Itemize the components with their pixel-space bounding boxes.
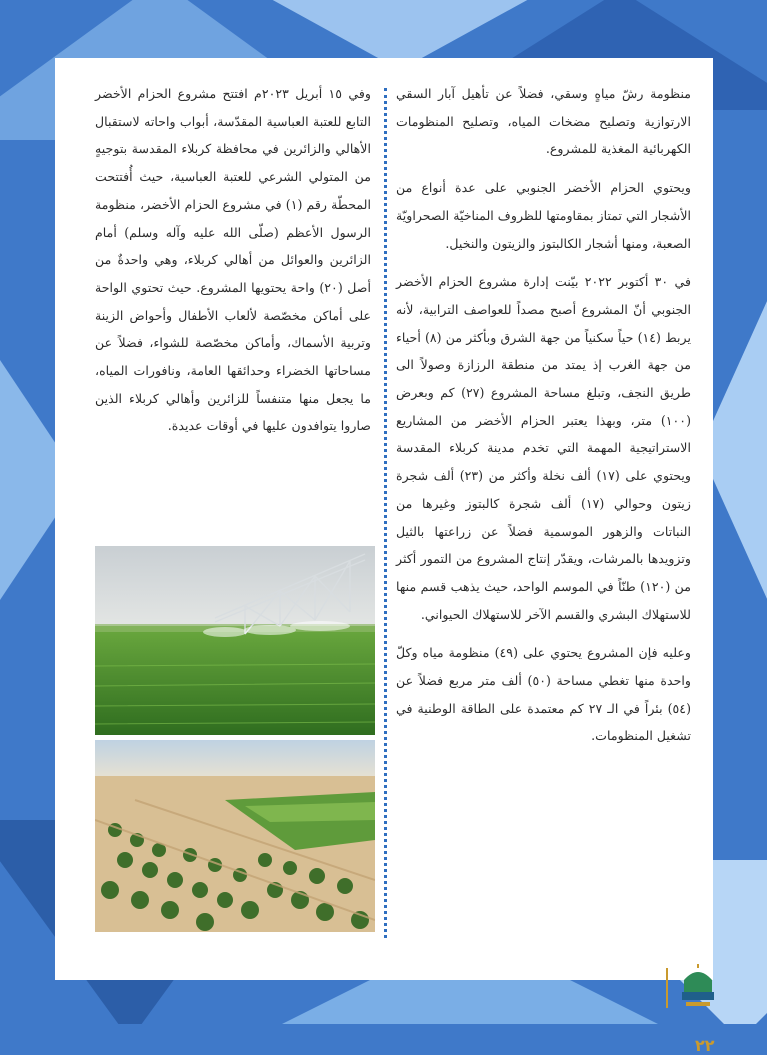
article-right-column <box>396 80 691 761</box>
paragraph: في ٣٠ أكتوبر ٢٠٢٢ بيّنت إدارة مشروع الحزام الأخضر الجنوبي أنّ المشروع أصبح مصداً للعواصف الترابية، لأنه يربط (١٤) حياً سكنياً من جهة الشرق وبأكثر من (٨) أحياء من جهة الغرب إذ يمتد من منطقة الرزازة وصولاً الى طريق النجف، وتبلغ مساحة المشروع (٢٧) كم وبعرض (١٠٠) متر، وبهذا يعتبر الحزام الأخضر من المشاريع الاستراتيجية المهمة التي تخدم مدينة كربلاء المقدسة ويحتوي على (١٧) ألف نخلة وأكثر من (٢٣) ألف شجرة زيتون وحوالي (١٧) ألف شجرة كالبتوز وغيرها من النباتات والزهور الموسمية فضلاً عن زراعتها بالثيل وتزويدها بالمرشات، ويقدّر إنتاج المشروع من التمور أكثر من (١٢٠) طنّاً في الموسم الواحد، حيث يذهب قسم منها للاستهلاك البشري والقسم الآخر للاستهلاك الحيواني. <box>396 274 692 622</box>
irrigation-photo <box>95 546 375 735</box>
irrigation-pivot-image <box>95 546 375 735</box>
footer-divider <box>666 968 668 1008</box>
paragraph: ويحتوي الحزام الأخضر الجنوبي على عدة أنواع من الأشجار التي تمتاز بمقاومتها للظروف المناخيّة الصحراويّة الصعبة، ومنها أشجار الكالبتوز والزيتون والنخيل. <box>396 180 691 251</box>
page-number: ٢٢ <box>695 1036 715 1055</box>
shrine-emblem-icon <box>676 962 720 1010</box>
magazine-page <box>55 58 715 1055</box>
paragraph: وفي ١٥ أبريل ٢٠٢٣م افتتح مشروع الحزام الأخضر التابع للعتبة العباسية المقدّسة، أبواب واحاته لاستقبال الأهالي والزائرين في محافظة كربلاء المقدسة بتوجيهٍ من المتولي الشرعي للعتبة العباسية، حيث أُفتتحت المحطّة رقم (١) في مشروع الحزام الأخضر، منظومة الرسول الأعظم (صلّى الله عليه وآله وسلم) أمام الزائرين والعوائل من أهالي كربلاء، وهي واحدةٌ من أصل (٢٠) واحة يحتويها المشروع. حيث تحتوي الواحة على أماكن مخصّصة لألعاب الأطفال وأحواض الزينة وتربية الأسماك، وأماكن مخصّصة للشواء، فضلاً عن مساحاتها الخضراء وحدائقها العامة، ونافورات المياه، ما يجعل منها متنفساً للزائرين وأهالي كربلاء الذين صاروا يتوافدون عليها في أوقات عديدة. <box>95 86 371 434</box>
column-divider <box>384 88 387 938</box>
article-left-column <box>95 80 371 451</box>
paragraph: منظومة رشّ مياهٍ وسقي، فضلاً عن تأهيل آبار السقي الارتوازية وتصليح مضخات المياه، وتصليح المنظومات الكهربائية المغذية للمشروع. <box>396 86 691 157</box>
paragraph: وعليه فإن المشروع يحتوي على (٤٩) منظومة مياه وكلّ واحدة منها تغطي مساحة (٥٠) ألف متر مربع فضلاً عن (٥٤) بئراً في الـ ٢٧ كم معتمدة على الطاقة الوطنية في تشغيل المنظومات. <box>396 645 691 744</box>
palm-grove-image <box>95 740 375 932</box>
palm-grove-photo <box>95 740 375 932</box>
